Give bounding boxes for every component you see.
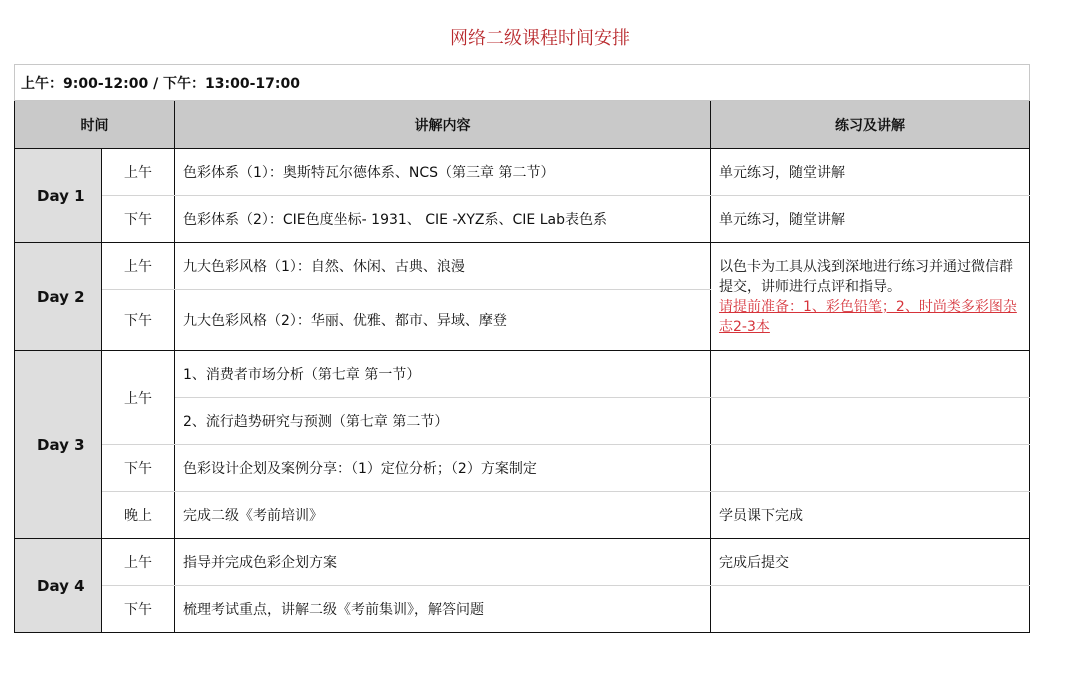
period-cell: 下午 [102,445,175,492]
day-label: Day 2 [15,243,102,351]
content-cell: 色彩设计企划及案例分享：（1）定位分析；（2）方案制定 [175,445,711,492]
period-cell: 上午 [102,243,175,290]
practice-cell: 完成后提交 [711,539,1030,586]
page-title: 网络二级课程时间安排 [450,28,630,49]
practice-cell [711,586,1030,633]
table-row [15,492,1030,539]
hours-row [15,65,1030,101]
practice-cell [711,445,1030,492]
table-row [15,586,1030,633]
period-cell: 下午 [102,586,175,633]
content-cell: 2、流行趋势研究与预测（第七章 第二节） [175,398,711,445]
header-content: 讲解内容 [175,101,711,149]
day-label: Day 4 [15,539,102,633]
table-row [15,243,1030,290]
header-row [15,101,1030,149]
header-time: 时间 [15,101,175,149]
hours-text: 上午：9:00-12:00 / 下午：13:00-17:00 [15,65,1030,101]
practice-cell [711,398,1030,445]
practice-cell [711,351,1030,398]
period-cell: 上午 [102,539,175,586]
period-cell: 下午 [102,290,175,351]
day-label: Day 1 [15,149,102,243]
period-cell: 上午 [102,351,175,445]
day-label: Day 3 [15,351,102,539]
header-practice: 练习及讲解 [711,101,1030,149]
content-cell: 色彩体系（2）：CIE色度坐标- 1931、 CIE -XYZ系、CIE Lab表色系 [175,196,711,243]
content-cell: 指导并完成色彩企划方案 [175,539,711,586]
table-row [15,149,1030,196]
practice-note-cell [711,243,1030,351]
content-cell: 色彩体系（1）：奥斯特瓦尔德体系、NCS（第三章 第二节） [175,149,711,196]
table-row [15,196,1030,243]
content-cell: 1、消费者市场分析（第七章 第一节） [175,351,711,398]
table-row [15,351,1030,398]
table-row [15,539,1030,586]
practice-cell: 单元练习，随堂讲解 [711,149,1030,196]
practice-cell: 学员课下完成 [711,492,1030,539]
content-cell: 九大色彩风格（2）：华丽、优雅、都市、异域、摩登 [175,290,711,351]
period-cell: 晚上 [102,492,175,539]
practice-cell: 单元练习，随堂讲解 [711,196,1030,243]
period-cell: 下午 [102,196,175,243]
content-cell: 完成二级《考前培训》 [175,492,711,539]
table-row [15,445,1030,492]
practice-reminder: 请提前准备：1、彩色铅笔；2、时尚类多彩图杂志2-3本 [719,298,1017,335]
practice-note: 以色卡为工具从浅到深地进行练习并通过微信群提交，讲师进行点评和指导。 [719,258,1013,295]
content-cell: 九大色彩风格（1）：自然、休闲、古典、浪漫 [175,243,711,290]
content-cell: 梳理考试重点，讲解二级《考前集训》，解答问题 [175,586,711,633]
schedule-table [14,64,1030,633]
period-cell: 上午 [102,149,175,196]
